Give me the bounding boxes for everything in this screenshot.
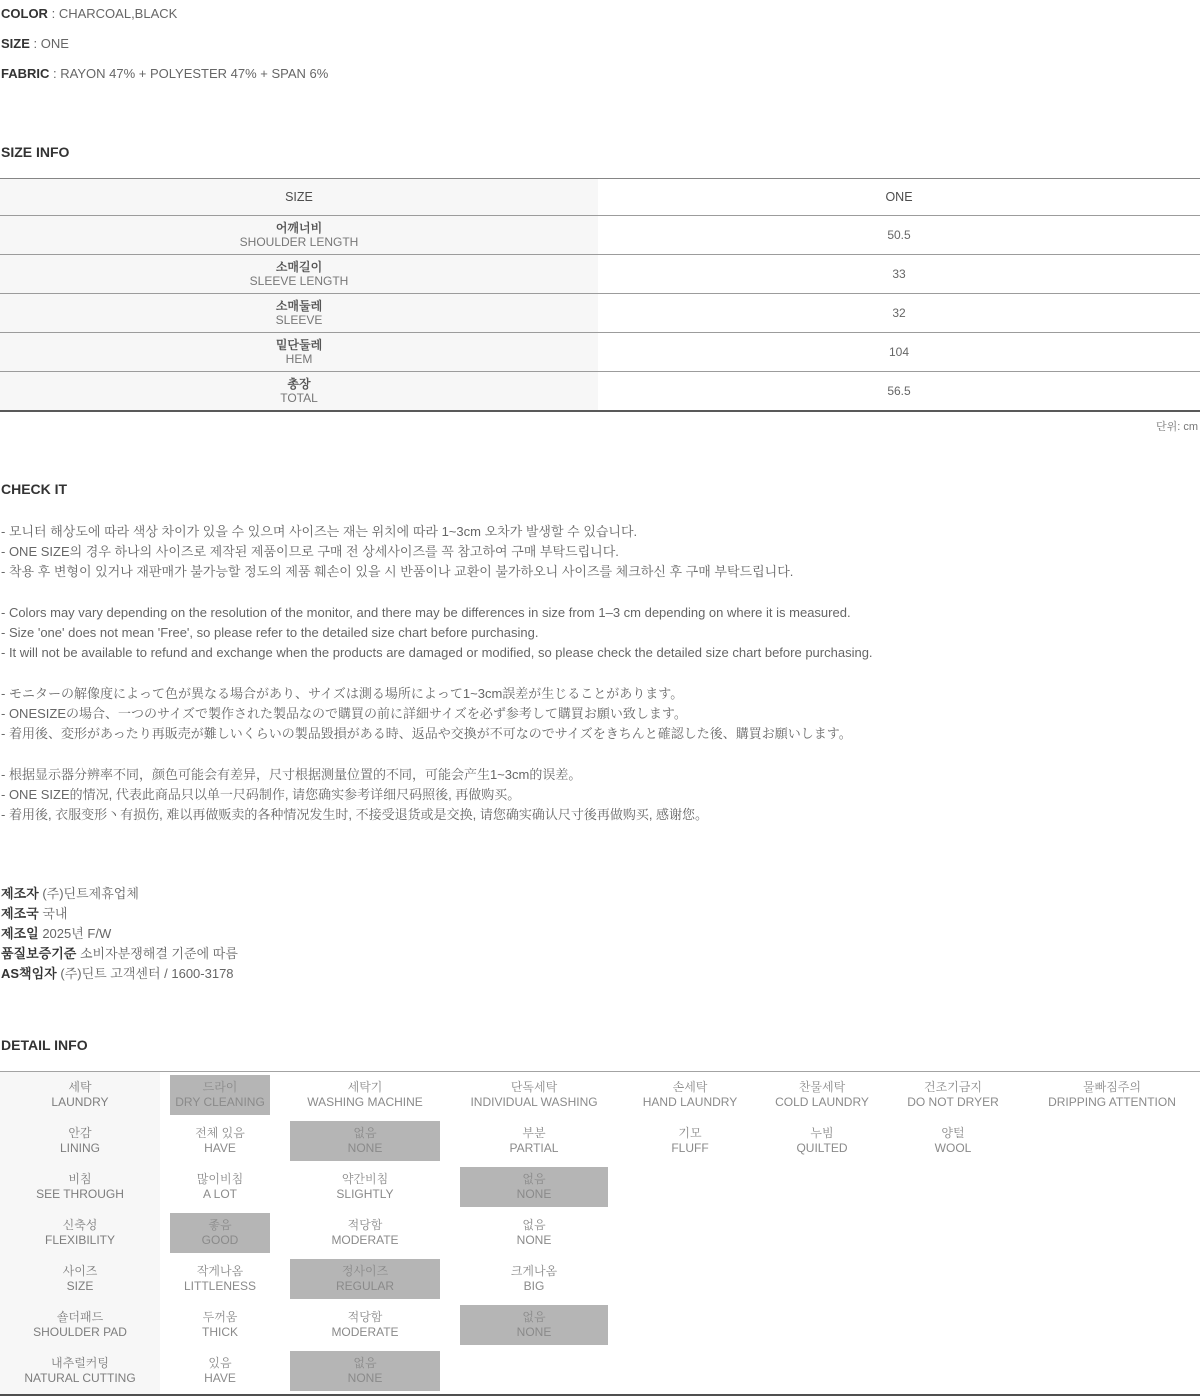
detail-row-label: 비침 SEE THROUGH (0, 1164, 160, 1210)
detail-option: 작게나옴 LITTLENESS (183, 1264, 257, 1293)
measure-name-en: SLEEVE LENGTH (249, 274, 349, 288)
detail-row-label: 세탁 LAUNDRY (0, 1072, 160, 1119)
detail-option: 크게나옴 BIG (510, 1264, 558, 1293)
detail-option: 물빠짐주의 DRIPPING ATTENTION (1048, 1080, 1176, 1109)
detail-row-flexibility (0, 1210, 1200, 1256)
measure-name-en: SHOULDER LENGTH (239, 235, 359, 249)
table-row-hem (0, 333, 1200, 372)
empty-cell (762, 1348, 882, 1395)
measure-value: 32 (598, 294, 1200, 333)
check-notes-japanese (0, 684, 1200, 744)
manufacturer-info (0, 884, 1200, 984)
check-note-kr: - 착용 후 변형이 있거나 재판매가 불가능할 정도의 제품 훼손이 있을 시 반품이나 교환이 불가하오니 사이즈를 체크하신 후 구매 부탁드립니다. (1, 564, 794, 579)
empty-cell (882, 1302, 1024, 1348)
measure-value: 50.5 (598, 216, 1200, 255)
empty-cell (618, 1164, 762, 1210)
detail-option: 있음 HAVE (204, 1356, 236, 1385)
detail-option: 단독세탁 INDIVIDUAL WASHING (470, 1080, 598, 1109)
detail-option: 전체 있음 HAVE (195, 1126, 245, 1155)
detail-option: 누빔 QUILTED (796, 1126, 848, 1155)
detail-option: 드라이 DRY CLEANING (160, 1072, 280, 1119)
measure-name-en: TOTAL (280, 391, 318, 405)
spec-fabric (1, 67, 1200, 81)
table-row-sleeve-length (0, 255, 1200, 294)
detail-row-lining (0, 1118, 1200, 1164)
detail-row-shoulder-pad (0, 1302, 1200, 1348)
detail-option: 없음 NONE (280, 1348, 450, 1395)
detail-row-size (0, 1256, 1200, 1302)
empty-cell (1024, 1348, 1200, 1395)
empty-cell (618, 1348, 762, 1395)
detail-option: 찬물세탁 COLD LAUNDRY (775, 1080, 869, 1109)
spec-color-label: COLOR (1, 6, 48, 21)
measure-name-kr: 밑단둘레 (275, 338, 323, 352)
spec-separator: : (51, 6, 56, 21)
manufacturer-label: 품질보증기준 (1, 946, 77, 961)
measure-value: 33 (598, 255, 1200, 294)
detail-row-laundry (0, 1072, 1200, 1119)
empty-cell (762, 1210, 882, 1256)
detail-option: 정사이즈 REGULAR (280, 1256, 450, 1302)
manufacturer-label: 제조자 (1, 886, 39, 901)
detail-row-natural-cutting (0, 1348, 1200, 1395)
check-note-kr: - ONE SIZE의 경우 하나의 사이즈로 제작된 제품이므로 구매 전 상세사이즈를 꼭 참고하여 구매 부탁드립니다. (1, 544, 619, 559)
empty-cell (762, 1256, 882, 1302)
detail-option: 약간비침 SLIGHTLY (336, 1172, 394, 1201)
measure-name-kr: 소매길이 (275, 260, 323, 274)
detail-row-label: 내추럴커팅 NATURAL CUTTING (0, 1348, 160, 1395)
manufacturer-value: 2025년 F/W (42, 926, 112, 941)
manufacturer-line (1, 944, 1200, 964)
empty-cell (762, 1164, 882, 1210)
detail-option: 많이비침 A LOT (196, 1172, 244, 1201)
detail-option: 좋음 GOOD (160, 1210, 280, 1256)
detail-option: 없음 NONE (450, 1302, 618, 1348)
check-notes-chinese (0, 765, 1200, 825)
measure-name-kr: 어깨너비 (275, 221, 323, 235)
manufacturer-label: 제조국 (1, 906, 39, 921)
table-row-shoulder (0, 216, 1200, 255)
detail-info-heading: DETAIL INFO (1, 1037, 88, 1053)
detail-row-label: 숄더패드 SHOULDER PAD (0, 1302, 160, 1348)
size-column-header: SIZE (0, 179, 598, 216)
empty-cell (618, 1210, 762, 1256)
size-info-heading: SIZE INFO (1, 144, 70, 160)
detail-row-see-through (0, 1164, 1200, 1210)
empty-cell (1024, 1210, 1200, 1256)
empty-cell (1024, 1256, 1200, 1302)
check-note-en: - Colors may vary depending on the resolution of the monitor, and there may be differences in size from 1–3 cm depending on where it is measured. (1, 605, 851, 620)
size-table (0, 178, 1200, 412)
manufacturer-line (1, 904, 1200, 924)
manufacturer-value: (주)딘트 고객센터 / 1600-3178 (60, 966, 234, 981)
spec-fabric-value: RAYON 47% + POLYESTER 47% + SPAN 6% (60, 66, 329, 81)
detail-row-label: 안감 LINING (0, 1118, 160, 1164)
measure-value: 56.5 (887, 384, 911, 398)
spec-fabric-label: FABRIC (1, 66, 50, 81)
empty-cell (1024, 1164, 1200, 1210)
spec-color-value: CHARCOAL,BLACK (58, 6, 178, 21)
measure-name-kr: 소매둘레 (275, 299, 323, 313)
check-note-cn: - 着用後, 衣服变形丶有损伤, 难以再做贩卖的各种情况发生时, 不接受退货或是交换, 请您确实确认尺寸後再做购买, 感谢您。 (1, 807, 709, 822)
detail-row-label: 신축성 FLEXIBILITY (0, 1210, 160, 1256)
empty-cell (1024, 1118, 1200, 1164)
manufacturer-value: (주)딘트제휴업체 (42, 886, 139, 901)
empty-cell (1024, 1302, 1200, 1348)
detail-row-label: 사이즈 SIZE (0, 1256, 160, 1302)
check-note-jp: - モニターの解像度によって色が異なる場合があり、サイズは測る場所によって1~3cm誤差が生じることがあります。 (1, 686, 684, 701)
check-notes-korean (0, 522, 1200, 582)
detail-option: 건조기금지 DO NOT DRYER (907, 1080, 999, 1109)
measure-value: 104 (598, 333, 1200, 372)
measure-name-en: HEM (285, 352, 313, 366)
manufacturer-value: 국내 (42, 906, 68, 921)
manufacturer-label: AS책임자 (1, 966, 57, 981)
empty-cell (882, 1256, 1024, 1302)
check-note-en: - It will not be available to refund and exchange when the products are damaged or modified, so please check the detailed size chart before purchasing. (1, 645, 873, 660)
detail-option: 두꺼움 THICK (202, 1310, 238, 1339)
empty-cell (882, 1348, 1024, 1395)
check-note-cn: - ONE SIZE的情况, 代表此商品只以单一尺码制作, 请您确实参考详细尺码照後, 再做购买。 (1, 787, 521, 802)
check-it-heading: CHECK IT (1, 481, 68, 497)
spec-color (1, 7, 1200, 21)
check-note-en: - Size 'one' does not mean 'Free', so please refer to the detailed size chart before purchasing. (1, 625, 539, 640)
detail-info-table (0, 1071, 1200, 1396)
measure-name-en: SLEEVE (275, 313, 323, 327)
detail-option: 세탁기 WASHING MACHINE (307, 1080, 423, 1109)
spec-size-value: ONE (40, 36, 69, 51)
measure-name-kr: 총장 (287, 377, 311, 391)
manufacturer-value: 소비자분쟁해결 기준에 따름 (79, 946, 238, 961)
table-row-sleeve (0, 294, 1200, 333)
detail-option: 부분 PARTIAL (509, 1126, 559, 1155)
size-table-header-row (0, 179, 1200, 216)
manufacturer-line (1, 964, 1200, 984)
detail-option: 적당함 MODERATE (331, 1218, 399, 1247)
check-note-cn: - 根据显示器分辨率不同，颜色可能会有差异，尺寸根据测量位置的不同，可能会产生1~3cm的误差。 (1, 767, 582, 782)
detail-option: 없음 NONE (516, 1218, 552, 1247)
manufacturer-line (1, 924, 1200, 944)
empty-cell (762, 1302, 882, 1348)
detail-option: 양털 WOOL (934, 1126, 972, 1155)
manufacturer-label: 제조일 (1, 926, 39, 941)
empty-cell (450, 1348, 618, 1395)
detail-option: 없음 NONE (450, 1164, 618, 1210)
manufacturer-line (1, 884, 1200, 904)
spec-separator: : (33, 36, 38, 51)
table-row-total (0, 372, 1200, 412)
check-note-jp: - 着用後、変形があったり再販売が難しいくらいの製品毀損がある時、返品や交換が不可なのでサイズをきちんと確認した後、購買お願いします。 (1, 726, 852, 741)
detail-option: 손세탁 HAND LAUNDRY (642, 1080, 738, 1109)
spec-size-label: SIZE (1, 36, 30, 51)
empty-cell (618, 1256, 762, 1302)
spec-size (1, 37, 1200, 51)
check-notes-english (0, 603, 1200, 663)
product-specs (0, 7, 1200, 81)
empty-cell (882, 1164, 1024, 1210)
one-column-header: ONE (598, 179, 1200, 216)
unit-note: 단위: cm (1155, 421, 1198, 433)
detail-option: 없음 NONE (280, 1118, 450, 1164)
check-note-jp: - ONESIZEの場合、一つのサイズで製作された製品なので購買の前に詳細サイズを必ず参考して購買お願い致します。 (1, 706, 687, 721)
detail-option: 적당함 MODERATE (331, 1310, 399, 1339)
check-note-kr: - 모니터 해상도에 따라 색상 차이가 있을 수 있으며 사이즈는 재는 위치에 따라 1~3cm 오차가 발생할 수 있습니다. (1, 524, 638, 539)
empty-cell (618, 1302, 762, 1348)
empty-cell (882, 1210, 1024, 1256)
detail-option: 기모 FLUFF (671, 1126, 709, 1155)
spec-separator: : (53, 66, 57, 81)
